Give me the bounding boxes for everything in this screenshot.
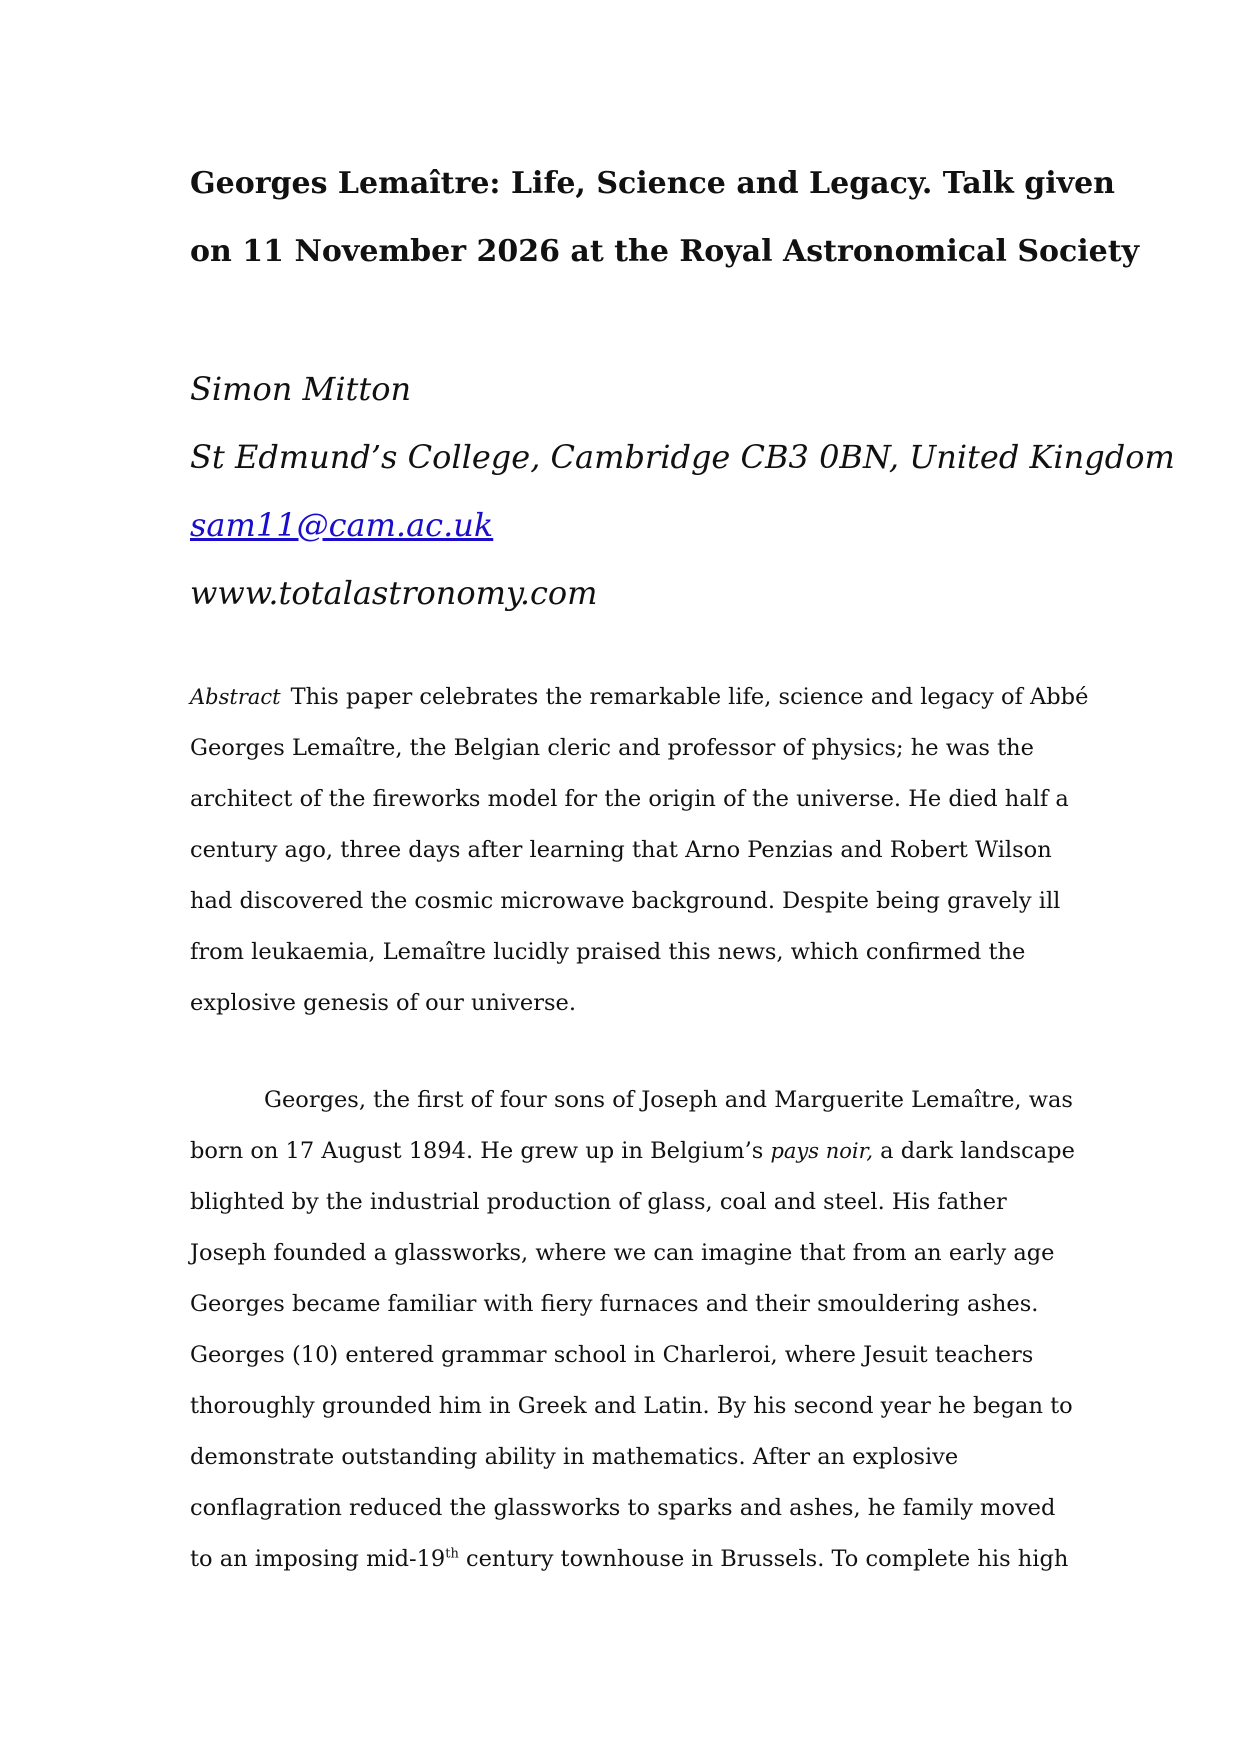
abstract-text: This paper celebrates the remarkable life, science and legacy of Abbé (290, 684, 1089, 710)
body-paragraph (190, 1075, 1075, 1585)
superscript: th (445, 1546, 459, 1562)
italic-phrase: pays noir, (770, 1139, 874, 1163)
abstract-line: had discovered the cosmic microwave background. Despite being gravely ill (190, 888, 1061, 914)
abstract-line: from leukaemia, Lemaître lucidly praised this news, which confirmed the (190, 939, 1026, 965)
body-line: to an imposing mid-19th century townhouse in Brussels. To complete his high (190, 1546, 1069, 1572)
author-email-link[interactable]: sam11@cam.ac.uk (190, 506, 494, 544)
body-line: Georges became familiar with fiery furnaces and their smouldering ashes. (190, 1291, 1039, 1317)
abstract-line: Georges Lemaître, the Belgian cleric and professor of physics; he was the (190, 735, 1034, 761)
paper-title-line-1: Georges Lemaître: Life, Science and Legacy. Talk given (190, 166, 1115, 201)
abstract-line (190, 672, 1089, 723)
paper-title-line-2: on 11 November 2026 at the Royal Astronomical Society (190, 234, 1140, 269)
body-line: blighted by the industrial production of glass, coal and steel. His father (190, 1189, 1007, 1215)
abstract-line: explosive genesis of our universe. (190, 990, 576, 1016)
abstract-line: century ago, three days after learning that Arno Penzias and Robert Wilson (190, 837, 1052, 863)
abstract-line: architect of the fireworks model for the origin of the universe. He died half a (190, 786, 1069, 812)
body-line: Georges (10) entered grammar school in Charleroi, where Jesuit teachers (190, 1342, 1034, 1368)
body-line: thoroughly grounded him in Greek and Latin. By his second year he began to (190, 1393, 1073, 1419)
body-line: born on 17 August 1894. He grew up in Belgium’s pays noir, a dark landscape (190, 1138, 1075, 1164)
author-block (190, 355, 1175, 627)
author-website: www.totalastronomy.com (190, 574, 598, 612)
abstract (190, 672, 1089, 1029)
body-line: conflagration reduced the glassworks to sparks and ashes, he family moved (190, 1495, 1056, 1521)
paper-title (190, 150, 1140, 286)
author-affiliation: St Edmund’s College, Cambridge CB3 0BN, United Kingdom (190, 438, 1175, 476)
author-name: Simon Mitton (190, 370, 412, 408)
body-line: Georges, the first of four sons of Joseph and Marguerite Lemaître, was (264, 1087, 1073, 1113)
body-line: Joseph founded a glassworks, where we can imagine that from an early age (190, 1240, 1055, 1266)
body-line: demonstrate outstanding ability in mathematics. After an explosive (190, 1444, 959, 1470)
abstract-label: Abstract (190, 685, 281, 709)
